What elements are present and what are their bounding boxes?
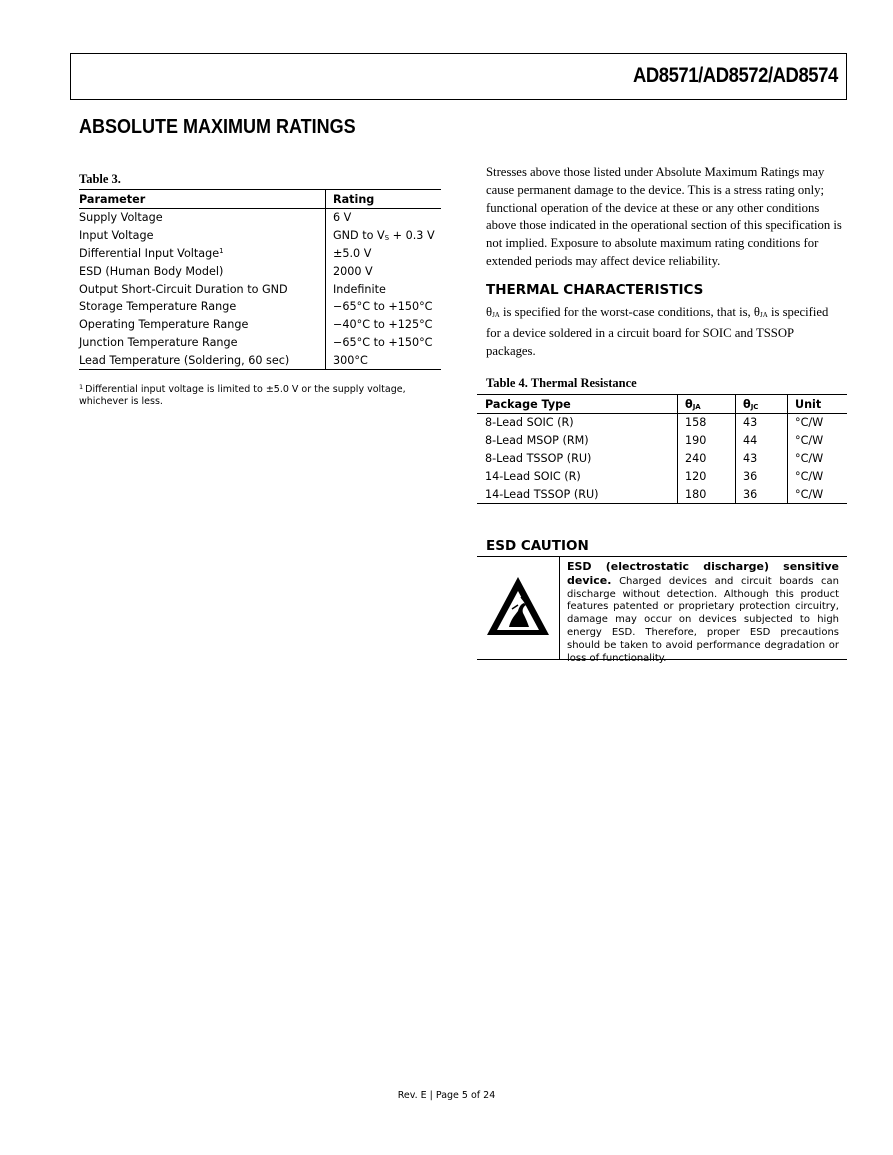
table4-cell: 180 [678, 485, 736, 503]
table4-header-package: Package Type [477, 395, 678, 414]
table-row [79, 262, 441, 280]
thermal-paragraph [486, 304, 844, 360]
theta-ja-sub: JA [692, 402, 701, 411]
table3-header-parameter: Parameter [79, 190, 326, 209]
esd-bold-text: ESD (electrostatic discharge) sensitive device. [567, 560, 839, 587]
thermal-title: THERMAL CHARACTERISTICS [486, 282, 704, 298]
input-voltage-pre: GND to V [333, 229, 385, 243]
table-row [477, 414, 847, 432]
table3-cell: 300°C [326, 351, 442, 369]
table4-cell: °C/W [788, 485, 848, 503]
table3-cell: 2000 V [326, 262, 442, 280]
page-header [70, 53, 847, 100]
thermal-text-2: is specified for a device soldered in a circuit board for SOIC and TSSOP packages. [486, 305, 829, 358]
table4-cell: 44 [736, 432, 788, 450]
table3-cell: Junction Temperature Range [79, 335, 238, 349]
table4-cell: 240 [678, 450, 736, 468]
table3-cell [79, 245, 326, 263]
table4-cell: 14-Lead TSSOP (RU) [477, 485, 678, 503]
esd-icon-cell [477, 557, 560, 659]
footnote-marker: 1 [219, 246, 224, 255]
theta-symbol: θ [743, 397, 751, 411]
table3-cell-text: Differential Input Voltage [79, 246, 220, 260]
table4-cell: 8-Lead SOIC (R) [485, 416, 574, 430]
table4-header-theta-ja [678, 395, 736, 414]
table3-cell: ±5.0 V [326, 245, 442, 263]
table4 [477, 394, 847, 504]
table3 [79, 189, 441, 370]
theta-symbol: θ [685, 397, 693, 411]
table3-cell: 6 V [326, 209, 442, 227]
table3-header-rating: Rating [326, 190, 442, 209]
table4-cell: 8-Lead TSSOP (RU) [485, 451, 592, 465]
table4-header-theta-jc [736, 395, 788, 414]
table4-cell: 158 [678, 414, 736, 432]
table4-cell: 190 [678, 432, 736, 450]
table3-cell: −65°C to +150°C [326, 334, 442, 352]
esd-body-text: Charged devices and circuit boards can discharge without detection. Although this product features patented or proprietary protection circuitry, damage may occur on devices subjected to high energy ESD. Therefore, proper ESD precautions should be taken to avoid performance degradation or loss of functionality. [567, 575, 839, 664]
table-row [79, 280, 441, 298]
table-row [79, 245, 441, 263]
table3-caption: Table 3. [79, 172, 121, 186]
table-row [79, 298, 441, 316]
table4-cell: 14-Lead SOIC (R) [485, 469, 581, 483]
esd-title: ESD CAUTION [486, 538, 589, 554]
table3-cell: Storage Temperature Range [79, 300, 237, 314]
thermal-text-1: is specified for the worst-case conditions, that is, [499, 305, 754, 319]
table-row [477, 450, 847, 468]
table4-cell: 36 [736, 467, 788, 485]
table4-cell: 36 [736, 485, 788, 503]
table4-cell: 43 [736, 414, 788, 432]
table3-cell: Operating Temperature Range [79, 318, 249, 332]
table3-cell: Input Voltage [79, 229, 154, 243]
table3-cell: −40°C to +125°C [326, 316, 442, 334]
table3-cell: Output Short-Circuit Duration to GND [79, 282, 288, 296]
table4-caption: Table 4. Thermal Resistance [486, 376, 637, 390]
table3-cell-input-voltage [326, 227, 442, 245]
table-row [79, 227, 441, 245]
table3-cell: Supply Voltage [79, 211, 163, 225]
table3-cell: ESD (Human Body Model) [79, 264, 224, 278]
table-row [477, 432, 847, 450]
table3-cell: −65°C to +150°C [326, 298, 442, 316]
theta-jc-sub: JC [750, 402, 759, 411]
table4-cell: 8-Lead MSOP (RM) [485, 434, 589, 448]
theta-ja-sub: JA [492, 311, 500, 319]
table3-cell: Lead Temperature (Soldering, 60 sec) [79, 351, 326, 369]
esd-warning-icon [485, 575, 551, 637]
table-row [79, 351, 441, 369]
table-row [79, 334, 441, 352]
section-title: ABSOLUTE MAXIMUM RATINGS [79, 116, 356, 138]
table4-cell: °C/W [788, 450, 848, 468]
table4-cell: °C/W [788, 432, 848, 450]
table4-cell: 120 [678, 467, 736, 485]
table-row [477, 467, 847, 485]
table4-header-unit: Unit [788, 395, 848, 414]
table4-cell: 43 [736, 450, 788, 468]
table3-cell: Indefinite [326, 280, 442, 298]
theta-ja-sub: JA [759, 311, 768, 319]
header-part-numbers: AD8571/AD8572/AD8574 [633, 64, 838, 87]
table4-cell: °C/W [788, 414, 848, 432]
footnote-text: Differential input voltage is limited to ±5.0 V or the supply voltage, whichever is less. [79, 384, 406, 407]
table-row [477, 485, 847, 503]
page-footer: Rev. E | Page 5 of 24 [397, 1090, 496, 1101]
input-voltage-post: + 0.3 V [389, 229, 435, 243]
input-voltage-sub: S [384, 234, 390, 243]
theta-symbol: θ [486, 305, 493, 319]
footnote-number: 1 [79, 383, 84, 391]
table-row [79, 316, 441, 334]
esd-caution-text [567, 561, 839, 665]
theta-symbol: θ [753, 305, 760, 319]
stress-paragraph: Stresses above those listed under Absolute Maximum Ratings may cause permanent damage to the device. This is a stress rating only; functional operation of the device at these or any other conditions above those indicated in the operational section of this specification is not implied. Exposure to absolute maximum rating conditions for extended periods may affect device reliability. [486, 165, 842, 268]
table-row [79, 209, 441, 227]
table4-cell: °C/W [788, 467, 848, 485]
esd-caution-box [477, 556, 847, 664]
table3-footnote [79, 381, 409, 408]
